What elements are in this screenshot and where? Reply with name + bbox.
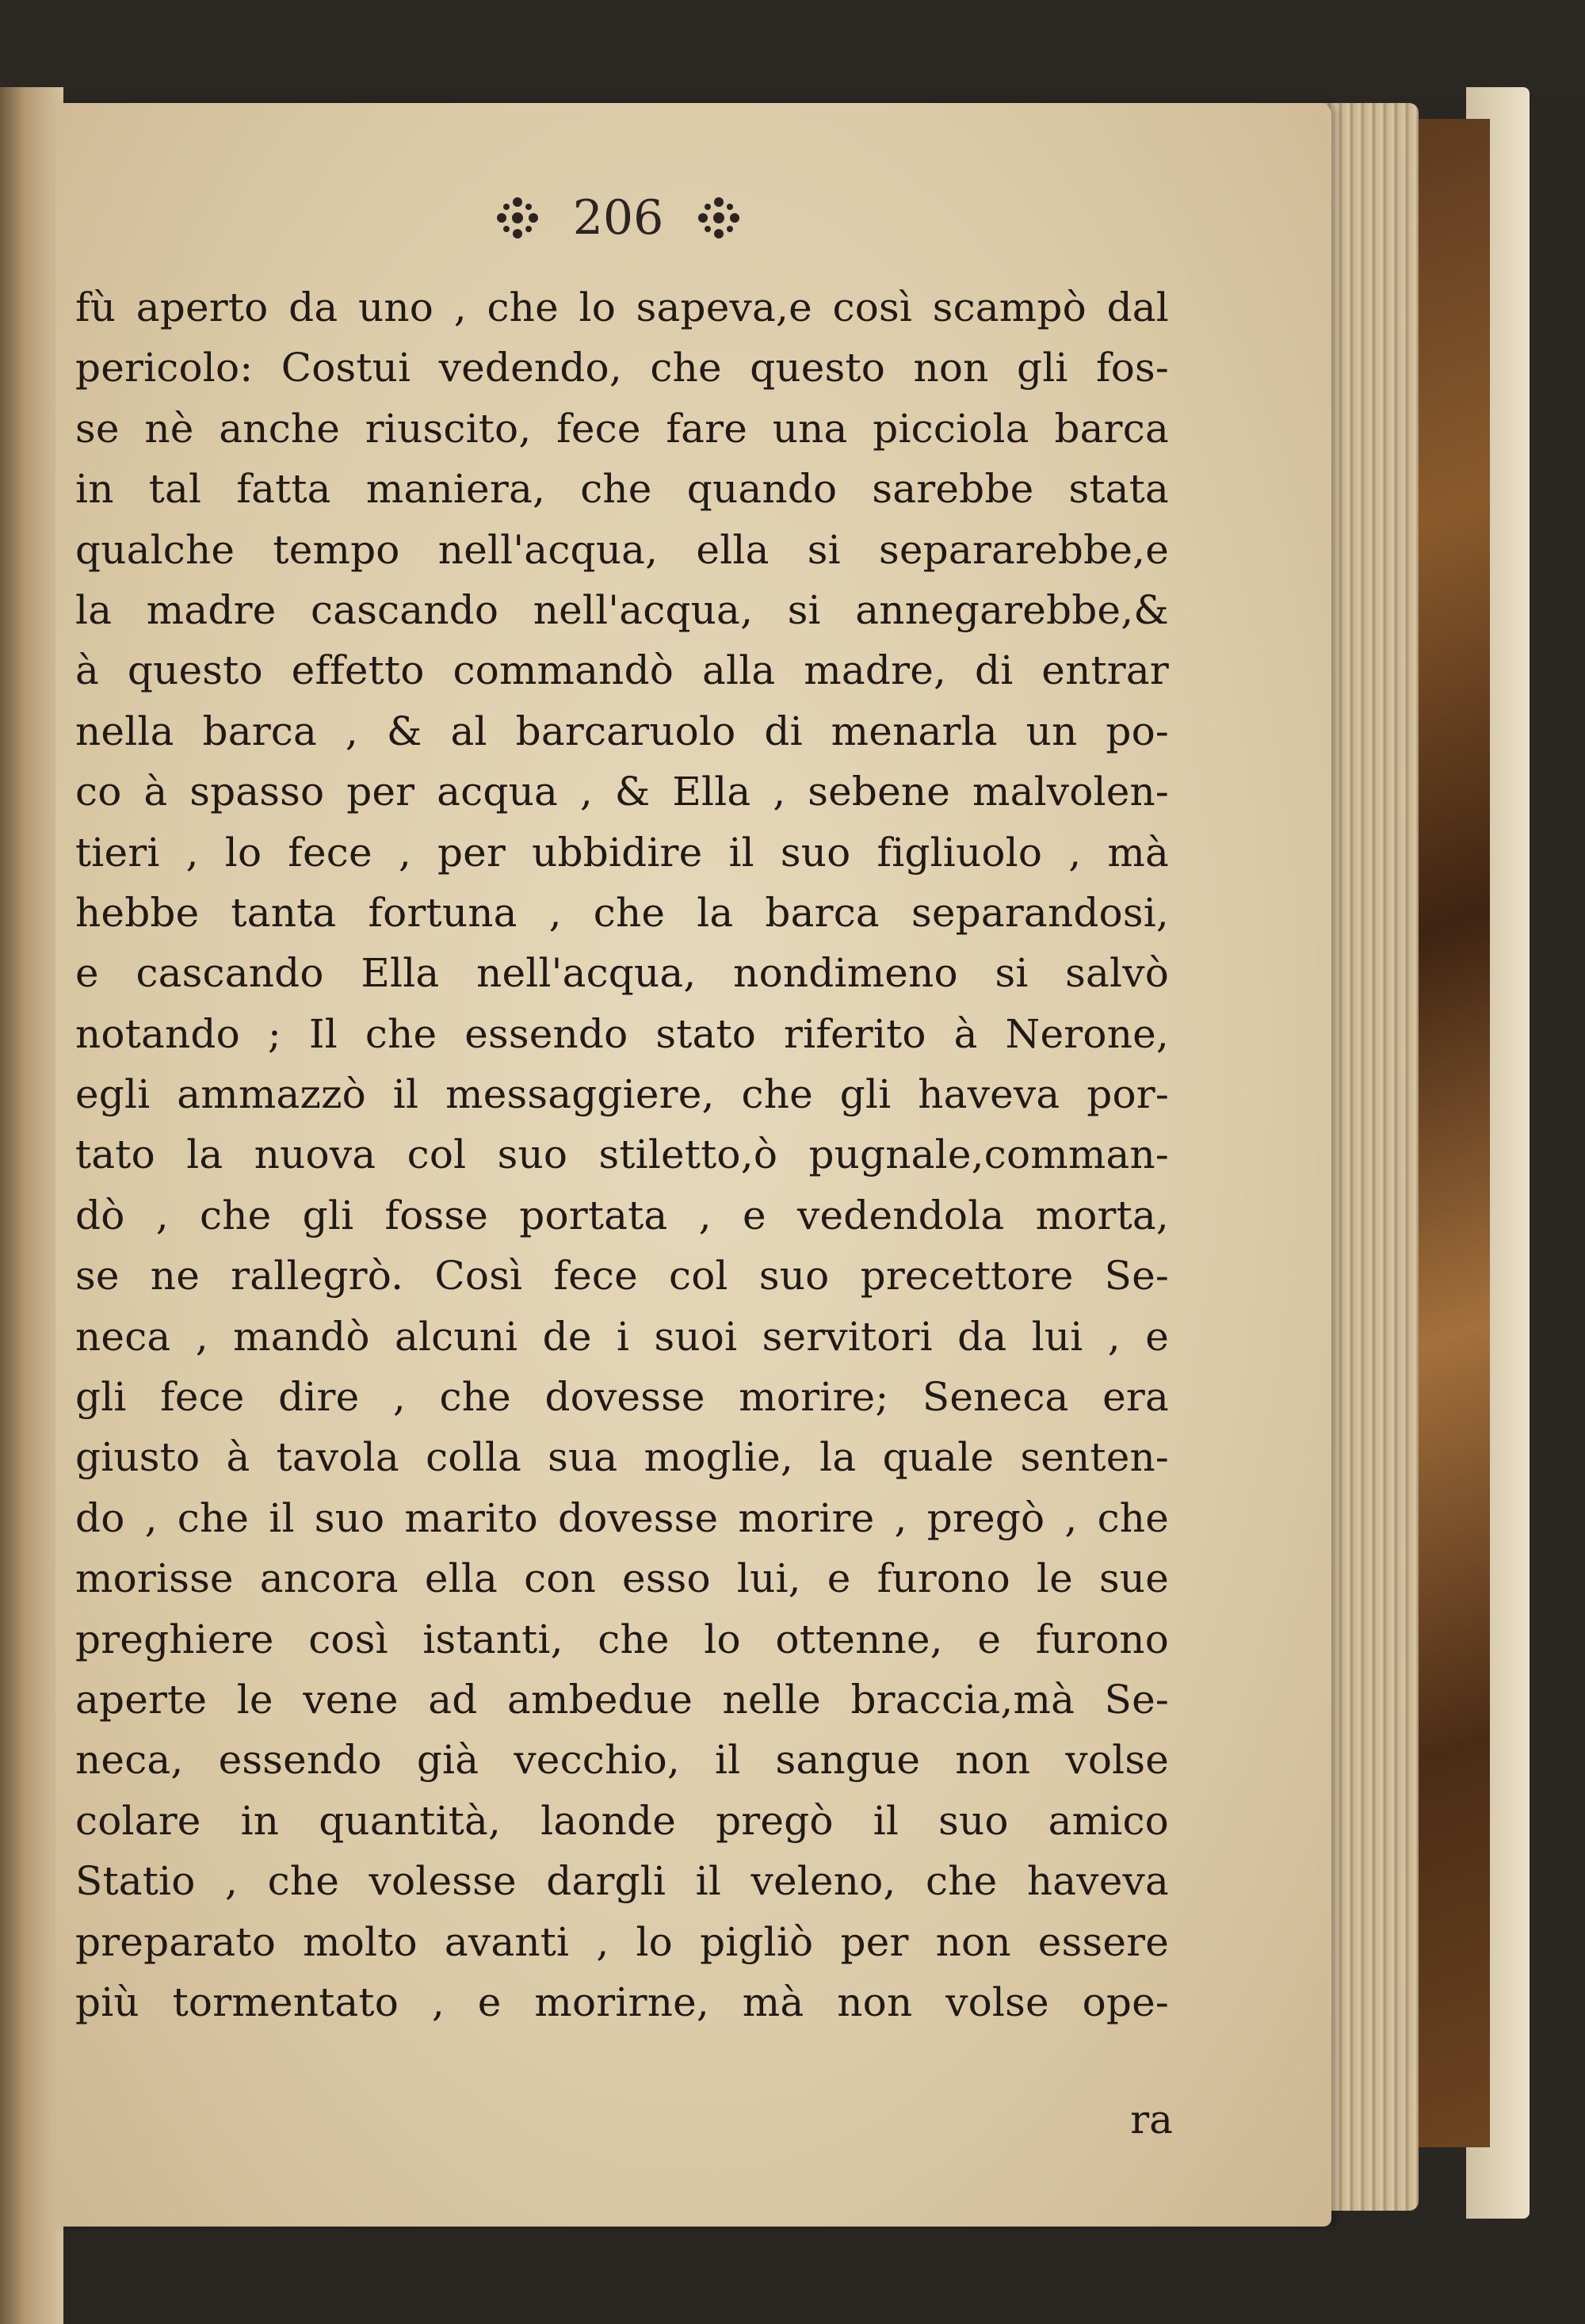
- fleuron-icon: [494, 194, 541, 242]
- body-text: [75, 277, 1169, 2032]
- text-line: preghiere così istanti, che lo ottenne, e furono: [75, 1616, 1169, 1662]
- text-line: giusto à tavola colla sua moglie, la quale senten-: [75, 1434, 1169, 1481]
- text-line: dò , che gli fosse portata , e vedendola morta,: [75, 1192, 1169, 1238]
- text-line: tieri , lo fece , per ubbidire il suo figliuolo , mà: [75, 829, 1169, 876]
- text-line: se ne rallegrò. Così fece col suo precettore Se-: [75, 1253, 1169, 1299]
- text-line: preparato molto avanti , lo pigliò per non essere: [75, 1918, 1169, 1965]
- text-line: più tormentato , e morirne, mà non volse ope-: [75, 1979, 1169, 2025]
- text-line: qualche tempo nell'acqua, ella si separarebbe,e: [75, 526, 1169, 573]
- text-line: nella barca , & al barcaruolo di menarla un po-: [75, 708, 1169, 754]
- text-line: Statio , che volesse dargli il veleno, che haveva: [75, 1858, 1169, 1905]
- text-line: gli fece dire , che dovesse morire; Seneca era: [75, 1374, 1169, 1421]
- page-header: [460, 182, 777, 254]
- text-line: la madre cascando nell'acqua, si annegarebbe,&: [75, 586, 1169, 633]
- text-line: se nè anche riuscito, fece fare una picciola barca: [75, 405, 1169, 452]
- fleuron-icon: [695, 194, 743, 242]
- text-line: fù aperto da uno , che lo sapeva,e così scampò dal: [75, 284, 1169, 330]
- catchword: ra: [1130, 2097, 1173, 2143]
- text-line: egli ammazzò il messaggiere, che gli haveva por-: [75, 1071, 1169, 1118]
- text-line: do , che il suo marito dovesse morire , pregò , che: [75, 1494, 1169, 1541]
- text-line: à questo effetto commandò alla madre, di entrar: [75, 647, 1169, 694]
- text-line: e cascando Ella nell'acqua, nondimeno si salvò: [75, 950, 1169, 997]
- text-line: in tal fatta maniera, che quando sarebbe stata: [75, 466, 1169, 513]
- facing-page-edge: [0, 87, 63, 2324]
- text-line: aperte le vene ad ambedue nelle braccia,mà Se-: [75, 1676, 1169, 1723]
- text-line: hebbe tanta fortuna , che la barca separandosi,: [75, 889, 1169, 936]
- page-number: 206: [572, 190, 664, 246]
- text-line: colare in quantità, laonde pregò il suo amico: [75, 1797, 1169, 1844]
- text-line: morisse ancora ella con esso lui, e furono le sue: [75, 1555, 1169, 1602]
- text-line: pericolo: Costui vedendo, che questo non gli fos-: [75, 345, 1169, 391]
- text-line: tato la nuova col suo stiletto,ò pugnale,comman-: [75, 1131, 1169, 1178]
- text-line: neca, essendo già vecchio, il sangue non volse: [75, 1737, 1169, 1784]
- text-line: neca , mandò alcuni de i suoi servitori da lui , e: [75, 1313, 1169, 1360]
- text-line: co à spasso per acqua , & Ella , sebene malvolen-: [75, 769, 1169, 815]
- text-line: notando ; Il che essendo stato riferito à Nerone,: [75, 1010, 1169, 1057]
- background: [0, 0, 1585, 95]
